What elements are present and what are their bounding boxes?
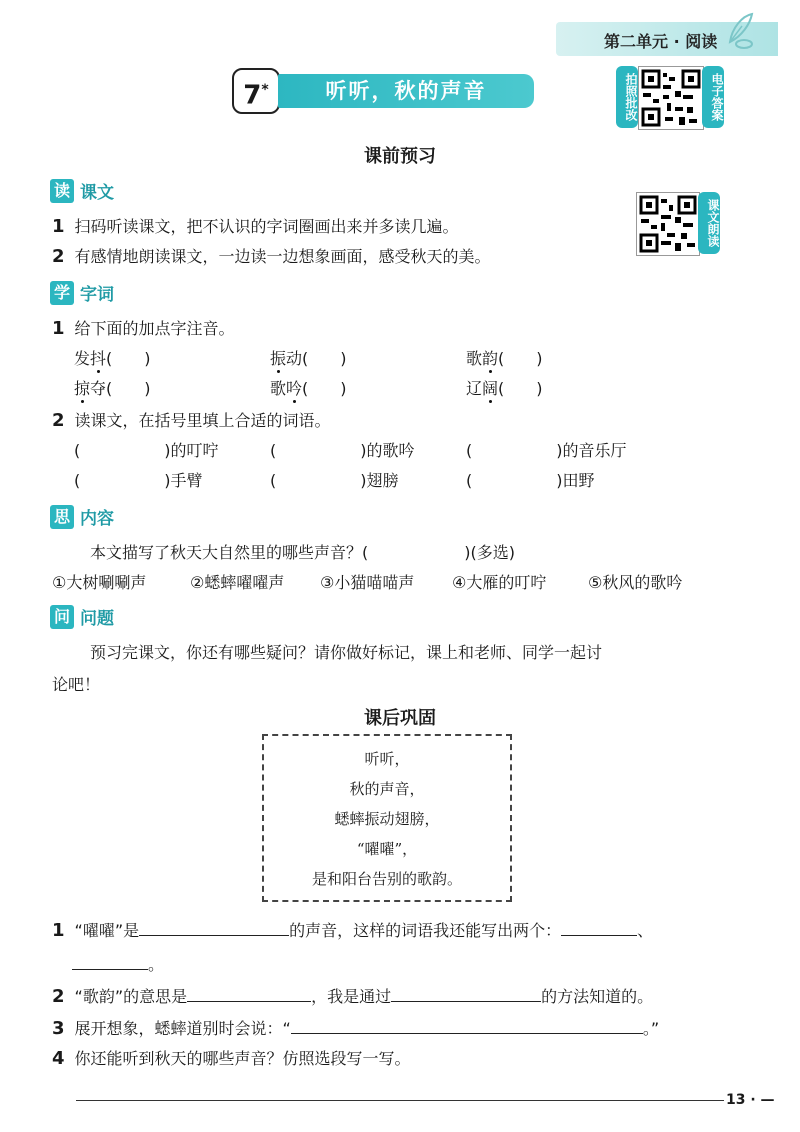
pinyin-word[interactable]: 歌吟( ): [270, 379, 347, 398]
ask-text-1: 预习完课文，你还有哪些疑问？请你做好标记，课上和老师、同学一起讨: [90, 643, 603, 662]
think-option[interactable]: ③小猫喵喵声: [320, 573, 415, 592]
section-read: [50, 178, 114, 202]
poem-excerpt-box: [262, 734, 512, 902]
answer-blank[interactable]: [72, 953, 148, 970]
qr2-right-label: 课文朗读: [698, 192, 720, 254]
ask-title: 问题: [80, 609, 114, 629]
learn-title: 字词: [80, 285, 114, 305]
read-item-1: 1 扫码听读课文，把不认识的字词圈画出来并多读几遍。: [52, 216, 459, 237]
review-q4: 4 你还能听到秋天的哪些声音？仿照选段写一写。: [52, 1048, 411, 1069]
ask-text-2: 论吧！: [52, 675, 101, 694]
pinyin-word[interactable]: 发抖( ): [74, 349, 151, 368]
read-badge: 读: [50, 179, 74, 203]
lesson-title-text: 听听，秋的声音: [278, 74, 534, 108]
answer-blank[interactable]: [291, 1017, 643, 1034]
read-item-2: 2 有感情地朗读课文，一边读一边想象画面，感受秋天的美。: [52, 246, 491, 267]
qr-code-reading[interactable]: [636, 192, 700, 256]
section-think: [50, 504, 114, 528]
qr-code-icon: [639, 67, 703, 129]
feather-pen-icon: [722, 10, 756, 50]
think-title: 内容: [80, 509, 114, 529]
section-ask: [50, 604, 114, 628]
qr1-left-label: 拍照批改: [616, 66, 638, 128]
lesson-number: 7*: [232, 68, 280, 114]
answer-blank[interactable]: [561, 919, 637, 936]
think-option[interactable]: ②蟋蟀嚁嚁声: [190, 573, 285, 592]
fill-word[interactable]: ( )手臂: [74, 471, 203, 490]
fill-word[interactable]: ( )的歌吟: [270, 441, 415, 460]
poem-line: “嚁嚁”，: [356, 840, 418, 858]
poem-line: 秋的声音，: [349, 780, 425, 798]
lesson-title: [232, 64, 542, 116]
answer-blank[interactable]: [139, 919, 289, 936]
learn-badge: 学: [50, 281, 74, 305]
review-heading: 课后巩固: [364, 708, 436, 729]
fill-word[interactable]: ( )的音乐厅: [466, 441, 627, 460]
think-option[interactable]: ①大树唰唰声: [52, 573, 147, 592]
answer-blank[interactable]: [391, 985, 541, 1002]
think-question: 本文描写了秋天大自然里的哪些声音？( )(多选): [90, 543, 515, 562]
fill-word[interactable]: ( )田野: [466, 471, 595, 490]
answer-blank[interactable]: [187, 985, 311, 1002]
pinyin-word[interactable]: 振动( ): [270, 349, 347, 368]
pinyin-word[interactable]: 辽阔( ): [466, 379, 543, 398]
learn-q2: 2 读课文，在括号里填上合适的词语。: [52, 410, 331, 431]
section-learn: [50, 280, 114, 304]
pinyin-word[interactable]: 掠夺( ): [74, 379, 151, 398]
qr-code-icon: [637, 193, 699, 255]
review-q3: 3 展开想象，蟋蟀道别时会说：“ 。”: [52, 1018, 660, 1039]
think-badge: 思: [50, 505, 74, 529]
review-q1: 1 “嚁嚁”是 的声音，这样的词语我还能写出两个： 、: [52, 920, 654, 941]
fill-word[interactable]: ( )的叮咛: [74, 441, 219, 460]
poem-line: 蟋蟀振动翅膀，: [334, 810, 440, 828]
fill-word[interactable]: ( )翅膀: [270, 471, 399, 490]
learn-q1: 1 给下面的加点字注音。: [52, 318, 235, 339]
think-option[interactable]: ⑤秋风的歌吟: [588, 573, 683, 592]
review-q2: 2 “歌韵”的意思是 ，我是通过 的方法知道的。: [52, 986, 654, 1007]
pinyin-word[interactable]: 歌韵( ): [466, 349, 543, 368]
ask-badge: 问: [50, 605, 74, 629]
qr-code-answer[interactable]: [638, 66, 704, 130]
page-number: 13 · —: [726, 1092, 775, 1108]
read-title: 课文: [80, 183, 114, 203]
poem-line: 是和阳台告别的歌韵。: [311, 870, 462, 888]
think-option[interactable]: ④大雁的叮咛: [452, 573, 547, 592]
unit-label: 第二单元 · 阅读: [604, 32, 718, 51]
answer-line[interactable]: [76, 1100, 724, 1101]
preview-heading: 课前预习: [364, 146, 436, 167]
review-q1-cont: 。: [72, 952, 164, 975]
poem-line: 听听，: [364, 750, 410, 768]
qr1-right-label: 电子答案: [702, 66, 724, 128]
